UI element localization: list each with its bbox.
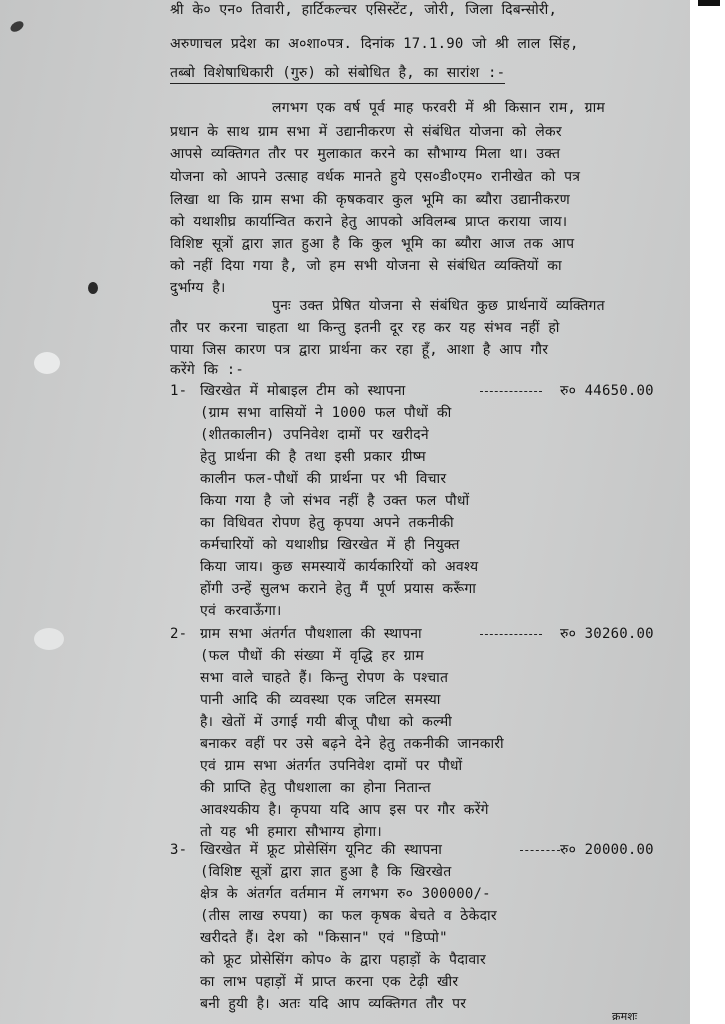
intro-line: लिखा था कि ग्राम सभा की कृषकवार कुल भूमि का ब्यौरा उद्यानीकरण — [170, 192, 570, 208]
item-detail-line: को फ्रूट प्रोसेसिंग कोप० के द्वारा पहाड़ों के पैदावार — [200, 952, 486, 968]
item-detail-line: कालीन फल-पौधों की प्रार्थना पर भी विचार — [200, 471, 447, 487]
item-amount: रु० 20000.00 — [560, 842, 654, 858]
scan-margin — [690, 0, 725, 1024]
header-line-2: अरुणाचल प्रदेश का अ०शा०पत्र. दिनांक 17.1.90 जो श्री लाल सिंह, — [170, 36, 579, 52]
item-leader — [520, 850, 560, 851]
paper-spot-left — [34, 352, 60, 374]
item-detail-line: (शीतकालीन) उपनिवेश दामों पर खरीदने — [200, 427, 429, 443]
item-number: 1- — [170, 383, 188, 399]
request-intro-line: पाया जिस कारण पत्र द्वारा प्रार्थना कर रहा हूँ, आशा है आप गौर — [170, 342, 549, 358]
item-amount: रु० 44650.00 — [560, 383, 654, 399]
request-intro-line: पुनः उक्त प्रेषित योजना से संबंधित कुछ प्रार्थनायें व्यक्तिगत — [272, 298, 605, 314]
item-detail-line: (फल पौधों की संख्या में वृद्धि हर ग्राम — [200, 648, 424, 664]
item-detail-line: एवं ग्राम सभा अंतर्गत उपनिवेश दामों पर पौधों — [200, 758, 463, 774]
item-detail-line: का लाभ पहाड़ों में प्राप्त करना एक टेढ़ी खीर — [200, 974, 459, 990]
request-intro-line: करेंगे कि :- — [170, 362, 245, 378]
request-intro-line: तौर पर करना चाहता था किन्तु इतनी दूर रह कर यह संभव नहीं हो — [170, 320, 560, 336]
item-leader — [480, 634, 542, 635]
item-amount: रु० 30260.00 — [560, 626, 654, 642]
item-detail-line: (विशिष्ट सूत्रों द्वारा ज्ञात हुआ है कि खिरखेत — [200, 864, 452, 880]
item-detail-line: आवश्यकीय है। कृपया यदि आप इस पर गौर करेंगे — [200, 802, 489, 818]
item-detail-line: पानी आदि की व्यवस्था एक जटिल समस्या — [200, 692, 441, 708]
item-title: ग्राम सभा अंतर्गत पौधशाला की स्थापना — [200, 626, 422, 642]
intro-line: आपसे व्यक्तिगत तौर पर मुलाकात करने का सौभाग्य मिला था। उक्त — [170, 146, 561, 162]
item-detail-line: खरीदते हैं। देश को "किसान" एवं "डिप्पो" — [200, 930, 448, 946]
item-detail-line: होंगी उन्हें सुलभ कराने हेतु मैं पूर्ण प्रयास करूँगा — [200, 581, 477, 597]
item-detail-line: बनाकर वहीं पर उसे बढ़ने देने हेतु तकनीकी जानकारी — [200, 736, 504, 752]
item-detail-line: है। खेतों में उगाई गयी बीजू पौधा को कल्मी — [200, 714, 453, 730]
item-leader — [480, 391, 542, 392]
item-detail-line: की प्राप्ति हेतु पौधशाला का होना नितान्त — [200, 780, 431, 796]
item-detail-line: बनी हुयी है। अतः यदि आप व्यक्तिगत तौर पर — [200, 996, 467, 1012]
item-detail-line: का विधिवत रोपण हेतु कृपया अपने तकनीकी — [200, 515, 454, 531]
item-title: खिरखेत में फ्रूट प्रोसेसिंग यूनिट की स्थापना — [200, 842, 443, 858]
intro-line: विशिष्ट सूत्रों द्वारा ज्ञात हुआ है कि कुल भूमि का ब्यौरा आज तक आप — [170, 236, 575, 252]
item-detail-line: सभा वाले चाहते हैं। किन्तु रोपण के पश्चात — [200, 670, 449, 686]
intro-line: को नहीं दिया गया है, जो हम सभी योजना से संबंधित व्यक्तियों का — [170, 258, 562, 274]
item-number: 3- — [170, 842, 188, 858]
subject-line: तब्बो विशेषाधिकारी (गुरु) को संबोधित है, का सारांश :- — [170, 63, 505, 84]
item-detail-line: तो यह भी हमारा सौभाग्य होगा। — [200, 824, 382, 840]
page-number: क्रमशः — [612, 1010, 638, 1023]
item-detail-line: किया जाय। कुछ समस्यायें कार्यकारियों को अवश्य — [200, 559, 479, 575]
item-detail-line: एवं करवाऊँगा। — [200, 603, 282, 619]
item-title: खिरखेत में मोबाइल टीम को स्थापना — [200, 383, 406, 399]
paper-spot-lower-left — [34, 628, 64, 650]
ink-smudge-left — [88, 282, 98, 294]
intro-line: लगभग एक वर्ष पूर्व माह फरवरी में श्री किसान राम, ग्राम — [272, 100, 605, 116]
item-number: 2- — [170, 626, 188, 642]
intro-line: दुर्भाग्य है। — [170, 280, 226, 296]
intro-line: प्रधान के साथ ग्राम सभा में उद्यानीकरण से संबंधित योजना को लेकर — [170, 124, 562, 140]
item-detail-line: क्षेत्र के अंतर्गत वर्तमान में लगभग रु० 300000/- — [200, 886, 491, 902]
item-detail-line: हेतु प्रार्थना की है तथा इसी प्रकार ग्रीष्म — [200, 449, 426, 465]
scan-edge-mark — [698, 0, 720, 6]
item-detail-line: (तीस लाख रुपया) का फल कृषक बेचते व ठेकेदार — [200, 908, 497, 924]
item-detail-line: कर्मचारियों को यथाशीघ्र खिरखेत में ही नियुक्त — [200, 537, 460, 553]
intro-line: योजना को आपने उत्साह वर्धक मानते हुये एस०डी०एम० रानीखेत को पत्र — [170, 169, 581, 185]
header-line-1: श्री के० एन० तिवारी, हार्टिकल्चर एसिस्टेंट, जोरी, जिला दिबन्सोरी, — [170, 2, 558, 18]
intro-line: को यथाशीघ्र कार्यान्वित कराने हेतु आपको अविलम्ब प्राप्त कराया जाय। — [170, 214, 568, 230]
ink-smudge-top-left — [9, 19, 26, 34]
item-detail-line: किया गया है जो संभव नहीं है उक्त फल पौधों — [200, 493, 470, 509]
item-detail-line: (ग्राम सभा वासियों ने 1000 फल पौधों की — [200, 405, 452, 421]
